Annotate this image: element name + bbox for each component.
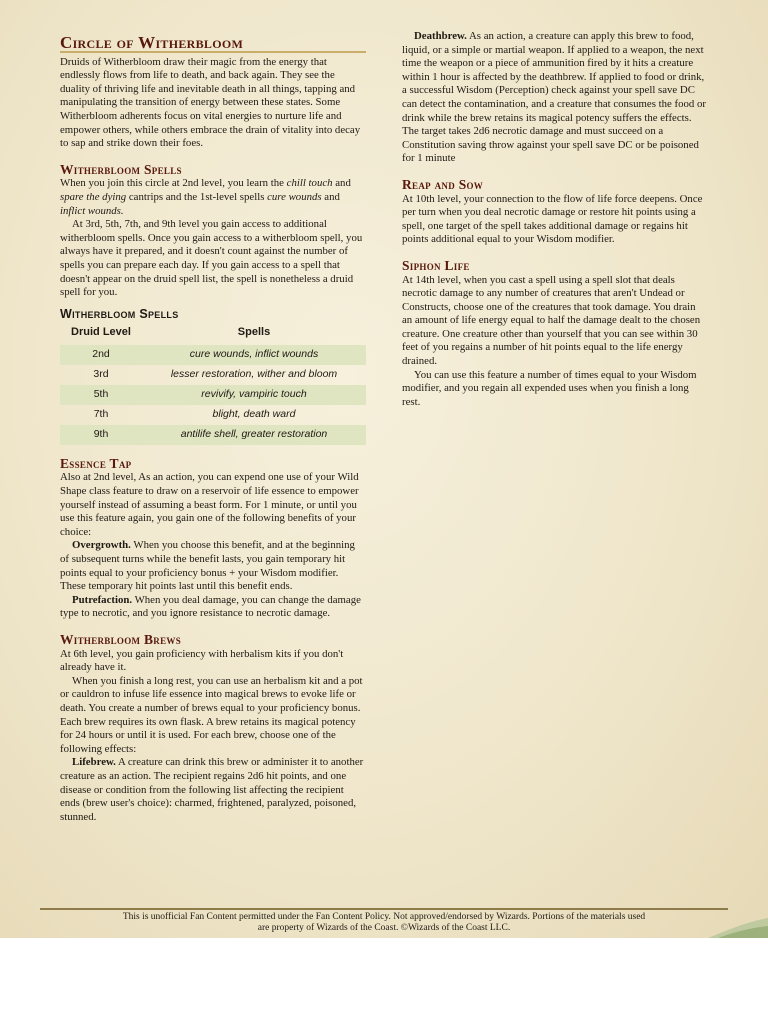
section-heading-siphon: Siphon Life	[402, 257, 470, 273]
brews-paragraph-2: When you finish a long rest, you can use an herbalism kit and a pot or cauldron to infuse life essence into magical brews to evoke life or death. You create a number of brews equal to your proficiency bonus. Each brew requires its own flask. A brew retains its magical potency for 24 hours or until it is used. For each brew, choose one of the following effects:	[60, 674, 363, 755]
putrefaction-label: Putrefaction.	[72, 593, 133, 606]
lifebrew-label: Lifebrew.	[72, 756, 116, 769]
overgrowth-label: Overgrowth.	[72, 539, 131, 552]
spell-name: cure wounds	[267, 190, 322, 203]
footer-line-1: This is unofficial Fan Content permitted under the Fan Content Policy. Not approved/endorsed by Wizards. Portions of the materials used	[122, 912, 646, 922]
overgrowth-paragraph	[60, 539, 366, 593]
page-background	[0, 938, 768, 1024]
lifebrew-paragraph	[60, 756, 366, 824]
spells-paragraph-1	[60, 177, 366, 218]
table-header-row	[60, 323, 366, 345]
corner-decoration-icon	[708, 912, 768, 938]
table-cell-level: 2nd	[60, 345, 142, 365]
table-row	[60, 345, 366, 365]
spells-table	[60, 323, 366, 445]
deathbrew-paragraph	[402, 30, 708, 166]
putrefaction-paragraph	[60, 594, 366, 621]
text-run: A creature can drink this brew or administer it to another creature as an action. The recipient regains 2d6 hit points, and one disease or condition from the following list affecting the recipient ends (brew user's choice): charmed, frightened, paralyzed, poisoned, stunned.	[60, 756, 364, 823]
table-cell-level: 7th	[93, 408, 109, 421]
table-cell-level: 3rd	[93, 368, 109, 381]
text-run: and	[321, 190, 340, 203]
intro-paragraph: Druids of Witherbloom draw their magic from the energy that endlessly flows from life to death, and back again. They see the duality of thriving life and inevitable death in all things, tapping and manipulating the transition of energy between these states. Some Witherbloom adherents focus on vital energies to nurture life and empower others, while others embrace the drain of vitality into decay to sap and strike down their foes.	[60, 55, 361, 150]
table-cell-spells: revivify, vampiric touch	[142, 385, 366, 405]
table-cell-spells: cure wounds, inflict wounds	[142, 345, 366, 365]
table-cell-level: 9th	[60, 425, 142, 445]
column-header-spells: Spells	[237, 326, 271, 339]
column-header-level: Druid Level	[71, 326, 131, 339]
brews-paragraph-1: At 6th level, you gain proficiency with herbalism kits if you don't already have it.	[60, 647, 344, 674]
spells-paragraph-2: At 3rd, 5th, 7th, and 9th level you gain access to additional witherbloom spells. Once you gain access to a witherbloom spell, you always have it prepared, and it doesn't count against the number of spells you can prepare each day. If you gain access to a spell that doesn't appear on the druid spell list, the spell is nonetheless a druid spell for you.	[60, 218, 363, 299]
table-cell-level: 5th	[60, 385, 142, 405]
text-run: and	[332, 177, 351, 190]
footer-line-2: are property of Wizards of the Coast. ©Wizards of the Coast LLC.	[257, 923, 511, 933]
table-cell-spells: antilife shell, greater restoration	[142, 425, 366, 445]
siphon-paragraph-1: At 14th level, when you cast a spell using a spell slot that deals necrotic damage to any number of creatures that aren't Undead or Constructs, choose one of the creatures that took damage. You drain an amount of life energy equal to half the damage dealt to the chosen creature. One creature other than yourself that you can see within 30 feet of you regains a number of hit points equal to the life energy drained.	[402, 273, 701, 368]
text-run: cantrips and the 1st-level spells	[126, 190, 268, 203]
section-heading-spells: Witherbloom Spells	[60, 161, 182, 177]
right-column	[402, 30, 708, 409]
left-column	[60, 30, 366, 824]
table-cell-spells: blight, death ward	[212, 408, 296, 421]
section-heading-reap: Reap and Sow	[402, 176, 484, 192]
section-heading-brews: Witherbloom Brews	[60, 632, 181, 647]
text-run: When you join this circle at 2nd level, you learn the	[60, 177, 287, 190]
siphon-paragraph-2: You can use this feature a number of times equal to your Wisdom modifier, and you regain all expended uses when you finish a long rest.	[402, 368, 697, 408]
deathbrew-label: Deathbrew.	[414, 30, 467, 42]
text-run: When you choose this benefit, and at the beginning of subsequent turns while the benefit lasts, you gain temporary hit points equal to your proficiency bonus + your Wisdom modifier. These temporary hit points last until this benefit ends.	[60, 539, 355, 593]
page-title: Circle of Witherbloom	[60, 36, 366, 53]
table-cell-spells: lesser restoration, wither and bloom	[170, 368, 338, 381]
table-heading: Witherbloom Spells	[60, 306, 179, 321]
reap-paragraph: At 10th level, your connection to the flow of life force deepens. Once per turn when you deal necrotic damage or restore hit points using a spell, one target of the spell takes additional damage or regains hit points additional equal to your Wisdom modifier.	[402, 192, 703, 246]
text-run: As an action, a creature can apply this brew to food, liquid, or a simple or martial weapon. If applied to a weapon, the next time the weapon or a piece of ammunition fired by it hits a creature within 1 hour is affected by the deathbrew. If applied to food or drink, a successful Wisdom (Perception) check against your spell save DC can detect the contamination, and a creature that consumes the food or drink while the brew retains its magical potency suffers the effects. The target takes 2d6 necrotic damage and must succeed on a Constitution saving throw against your spell save DC or be poisoned for 1 minute	[402, 30, 706, 165]
table-row	[60, 385, 366, 405]
essence-tap-paragraph: Also at 2nd level, As an action, you can expend one use of your Wild Shape class feature to draw on a reservoir of life essence to empower yourself instead of assuming a beast form. For 1 minute, or until you use this feature again, you gain one of the following benefits of your choice:	[60, 471, 359, 538]
spell-name: chill touch	[286, 177, 333, 190]
text-run: When you deal damage, you can change the damage type to necrotic, and you ignore resistance to necrotic damage.	[60, 593, 361, 620]
table-row	[60, 365, 366, 385]
table-row	[60, 425, 366, 445]
section-heading-essence-tap: Essence Tap	[60, 455, 132, 471]
spell-name: spare the dying	[60, 190, 127, 203]
table-row	[60, 405, 366, 425]
spell-name: inflict wounds.	[60, 204, 124, 217]
legal-footer	[40, 908, 728, 934]
